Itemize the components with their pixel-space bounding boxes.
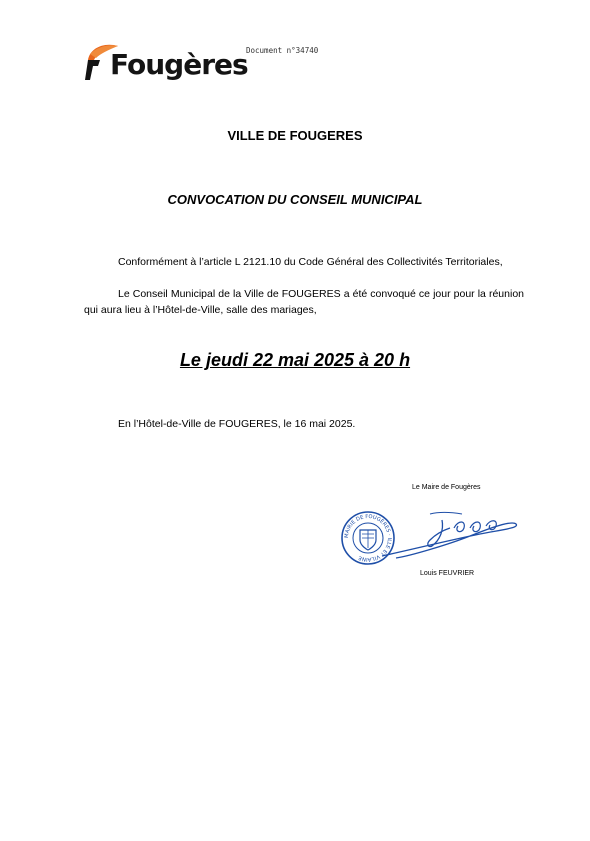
legal-reference-paragraph: Conformément à l’article L 2121.10 du Code Général des Collectivités Territoriales, — [118, 256, 503, 268]
city-heading: VILLE DE FOUGERES — [227, 128, 363, 143]
signatory-name: Louis FEUVRIER — [420, 570, 475, 577]
convocation-paragraph: Le Conseil Municipal de la Ville de FOUGERES a été convoqué ce jour pour la réunion qui aura lieu à l’Hôtel-de-Ville, salle des mariages, — [84, 288, 524, 316]
handwritten-signature — [370, 506, 530, 562]
place-and-date: En l’Hôtel-de-Ville de FOUGERES, le 16 mai 2025. — [118, 418, 356, 430]
seal-text: MAIRIE DE FOUGÈRES · ILLE ET VILAINE — [343, 513, 393, 563]
document-number: Document n°34740 — [246, 46, 319, 55]
logo-wordmark: Fougères — [110, 48, 248, 81]
meeting-date: Le jeudi 22 mai 2025 à 20 h — [179, 350, 411, 370]
fougeres-logo — [84, 40, 248, 84]
signatory-title: Le Maire de Fougères — [412, 484, 481, 491]
convocation-heading: CONVOCATION DU CONSEIL MUNICIPAL — [167, 192, 423, 207]
